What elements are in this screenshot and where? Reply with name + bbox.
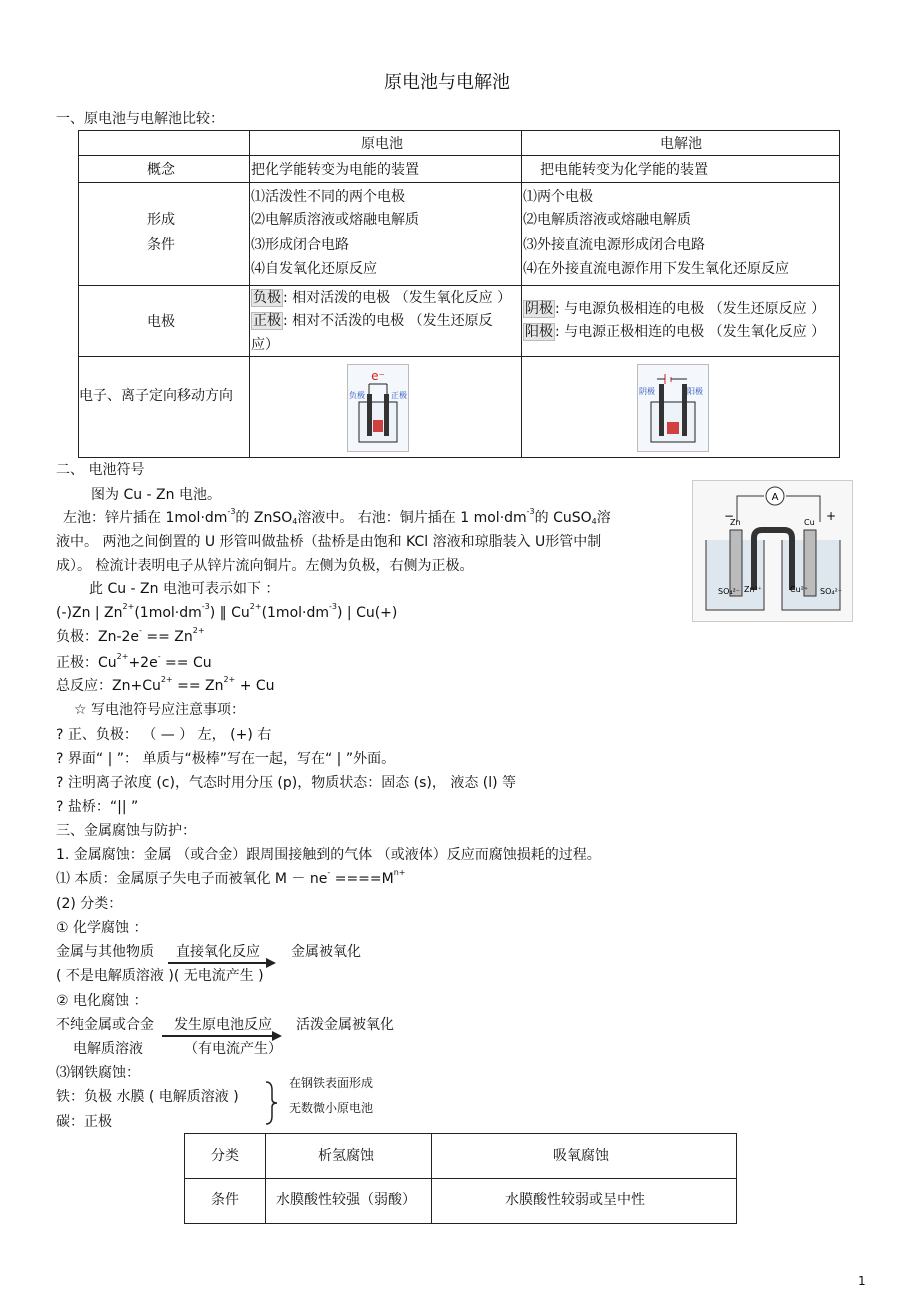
condition-electrolytic-1: ⑴两个电极 [523, 189, 593, 205]
section1-heading: 一、原电池与电解池比较： [56, 111, 224, 127]
section3-item1-1: ⑴ 本质：金属原子失电子而被氧化 $M - ne^- ====M^{n+}$ [56, 868, 406, 887]
galvanic-cell-diagram [347, 364, 409, 452]
page-title: 原电池与电解池 [384, 72, 510, 93]
steel-iron: 铁：负极 水膜 ( 电解质溶液 ) [56, 1089, 239, 1105]
condition-galvanic-3: ⑶形成闭合电路 [251, 237, 349, 253]
section2-heading: 二、 电池符号 [56, 462, 145, 478]
electro-sub-right: （有电流产生） [184, 1041, 282, 1057]
condition-electrolytic-2: ⑵电解质溶液或熔融电解质 [523, 212, 691, 228]
so4-right: SO₄²⁻ [820, 587, 843, 596]
fig2-cathode-label: 阴极 [639, 387, 655, 396]
steel-carbon: 碳：正极 [56, 1114, 112, 1130]
note-1: ? 正、负极： （ — ） 左， (+) 右 [56, 727, 272, 743]
electrode-galvanic-positive-cont: 应） [251, 337, 279, 353]
col-header-galvanic: 原电池 [361, 136, 403, 152]
condition-galvanic-1: ⑴活泼性不同的两个电极 [251, 189, 405, 205]
tag-anode: 阳极 [525, 324, 553, 340]
electro-sub-left: 电解质溶液 [73, 1041, 143, 1057]
electro-title: ② 电化腐蚀 ： [56, 993, 148, 1009]
minus-sign: − [724, 509, 735, 523]
section2-p4: 成）。 检流计表明电子从锌片流向铜片。左侧为负极，右侧为正极。 [56, 558, 474, 574]
condition-galvanic-4: ⑷自发氧化还原反应 [251, 261, 377, 277]
chem-note: ( 不是电解质溶液 )( 无电流产生 ) [56, 968, 264, 984]
col-header-electrolytic: 电解池 [660, 136, 702, 152]
row-label-conditions-1: 形成 [147, 212, 175, 228]
chem-arrowhead [266, 958, 276, 968]
zn-ion-label: Zn²⁺ [744, 585, 762, 594]
zn-label: Zn [730, 518, 741, 527]
note-3: ? 注明离子浓度 (c)，气态时用分压 (p)，物质状态：固态 (s)， 液态 (l) 等 [56, 775, 517, 791]
electrode-electrolytic-anode: 阳极 : 与电源正极相连的电极 （发生氧化反应 ） [525, 324, 826, 340]
cell-notation: (-)Zn | $Zn^{2+}(1mol\cdot dm^{-3})$ ‖ $Cu^{2+}(1mol\cdot dm^{-3})$ | Cu(+) [56, 602, 398, 621]
corrosion-header-class: 分类 [211, 1148, 239, 1164]
plus-sign: + [826, 509, 837, 523]
galvanometer-label: A [771, 492, 779, 503]
row-label-concept: 概念 [147, 162, 175, 178]
row-label-electrode: 电极 [147, 314, 175, 330]
row-label-conditions-2: 条件 [147, 237, 175, 253]
tag-cathode: 阴极 [525, 301, 553, 317]
electro-right: 活泼金属被氧化 [296, 1017, 394, 1033]
electrode-electrolytic-cathode: 阴极 : 与电源负极相连的电极 （发生还原反应 ） [525, 301, 826, 317]
cu-label: Cu [804, 518, 815, 527]
negative-equation: 负极：$Zn-2e^- == Zn^{2+}$ [56, 626, 205, 645]
section2-p3: 液中。 两池之间倒置的 U 形管叫做盐桥（盐桥是由饱和 KCl 溶液和琼脂装入 U形管中制 [56, 534, 602, 550]
section3-heading: 三、金属腐蚀与防护： [56, 823, 196, 839]
total-equation: 总反应：$Zn+Cu^{2+} == Zn^{2+} + Cu$ [56, 675, 275, 694]
concept-galvanic: 把化学能转变为电能的装置 [251, 162, 419, 178]
fig1-pos-label: 正极 [391, 391, 407, 400]
section3-item1: 1. 金属腐蚀：金属 （或合金）跟周围接触到的气体 （或液体）反应而腐蚀损耗的过程。 [56, 847, 601, 863]
brace-icon [262, 1080, 280, 1126]
chem-arrow-line [168, 962, 268, 964]
section2-p1: 图为 Cu - Zn 电池。 [91, 487, 221, 503]
positive-equation: 正极：$Cu^{2+}+2e^- == Cu$ [56, 652, 212, 671]
electro-left: 不纯金属或合金 [56, 1017, 154, 1033]
condition-electrolytic-3: ⑶外接直流电源形成闭合电路 [523, 237, 705, 253]
so4-left: SO₄²⁻ [718, 587, 741, 596]
section2-p2: 左池：锌片插在 $1mol\cdot dm^{-3}$的 ZnSO$_4$溶液中。 右池：铜片插在 1 $mol\cdot dm^{-3}$的 CuSO$_4$溶 [63, 507, 611, 526]
cu-ion-label: Cu²⁺ [790, 585, 809, 594]
fig2-anode-label: 阳极 [687, 387, 703, 396]
note-4: ? 盐桥：“|| ” [56, 799, 139, 815]
electron-label: e⁻ [371, 369, 385, 383]
corrosion-cond-hydrogen: 水膜酸性较强（弱酸） [276, 1192, 416, 1208]
electrode-galvanic-positive: 正极 : 相对不活泼的电极 （发生还原反 [253, 313, 493, 329]
steel-brace-1: 在钢铁表面形成 [289, 1076, 374, 1090]
corrosion-header-oxygen: 吸氧腐蚀 [553, 1148, 609, 1164]
cu-zn-cell-diagram [692, 480, 853, 622]
section2-p5: 此 Cu - Zn 电池可表示如下 ： [89, 581, 280, 597]
electro-arrow-line [162, 1035, 274, 1037]
tag-positive: 正极 [253, 313, 281, 329]
note-2: ? 界面“ | ”： 单质与“极棒”写在一起，写在“ | ”外面。 [56, 751, 396, 767]
chem-right: 金属被氧化 [291, 944, 361, 960]
concept-electrolytic: 把电能转变为化学能的装置 [540, 162, 708, 178]
condition-electrolytic-4: ⑷在外接直流电源作用下发生氧化还原反应 [523, 261, 789, 277]
corrosion-header-hydrogen: 析氢腐蚀 [318, 1148, 374, 1164]
section3-item2: (2) 分类： [56, 896, 123, 912]
page-number: 1 [858, 1274, 866, 1288]
condition-galvanic-2: ⑵电解质溶液或熔融电解质 [251, 212, 419, 228]
fig1-neg-label: 负极 [349, 391, 365, 400]
electro-arrow-label: 发生原电池反应 [174, 1017, 272, 1033]
electrode-galvanic-negative: 负极 : 相对活泼的电极 （发生氧化反应 ） [253, 290, 512, 306]
tag-negative: 负极 [253, 290, 281, 306]
row-label-movement: 电子、离子定向移动方向 [79, 388, 233, 404]
corrosion-cond-oxygen: 水膜酸性较弱或呈中性 [505, 1192, 645, 1208]
steel-title: ⑶钢铁腐蚀： [56, 1065, 140, 1081]
steel-brace-2: 无数微小原电池 [289, 1101, 374, 1115]
electrolytic-cell-diagram [637, 364, 709, 452]
chem-left: 金属与其他物质 [56, 944, 154, 960]
notes-title: ☆ 写电池符号应注意事项： [74, 702, 246, 718]
corrosion-cond-label: 条件 [211, 1192, 239, 1208]
chem-arrow-label: 直接氧化反应 [176, 944, 260, 960]
chem-title: ① 化学腐蚀 ： [56, 920, 148, 936]
